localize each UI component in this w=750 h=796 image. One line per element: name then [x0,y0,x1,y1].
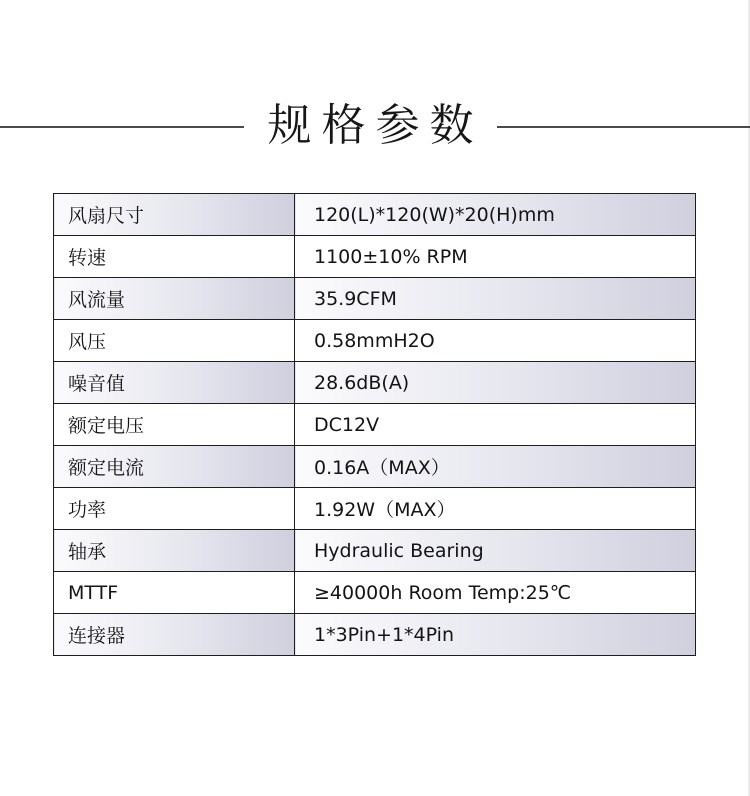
spec-label: 额定电压 [54,404,295,446]
page-title: 规格参数 [267,100,484,151]
spec-label: 风压 [54,320,295,362]
title-rule-right [497,126,750,128]
spec-label: 风流量 [54,278,295,320]
spec-value: 28.6dB(A) [295,362,696,404]
spec-value: 0.58mmH2O [295,320,696,362]
spec-label: 功率 [54,488,295,530]
spec-row-mttf [54,572,696,614]
spec-value: 1100±10% RPM [295,236,696,278]
spec-label: 风扇尺寸 [54,194,295,236]
spec-row-bearing [54,530,696,572]
spec-row-pressure [54,320,696,362]
spec-row-airflow [54,278,696,320]
spec-row-power [54,488,696,530]
spec-value: 120(L)*120(W)*20(H)mm [295,194,696,236]
spec-row-noise [54,362,696,404]
spec-row-rated-voltage [54,404,696,446]
spec-label: 额定电流 [54,446,295,488]
spec-label: 转速 [54,236,295,278]
spec-value: 0.16A（MAX） [295,446,696,488]
spec-label: 轴承 [54,530,295,572]
spec-row-connector [54,614,696,656]
spec-value: 1.92W（MAX） [295,488,696,530]
spec-label: 连接器 [54,614,295,656]
spec-value: Hydraulic Bearing [295,530,696,572]
spec-value: DC12V [295,404,696,446]
spec-row-speed [54,236,696,278]
spec-label: MTTF [54,572,295,614]
spec-row-rated-current [54,446,696,488]
spec-value: ≥40000h Room Temp:25℃ [295,572,696,614]
spec-table [53,193,696,656]
spec-value: 1*3Pin+1*4Pin [295,614,696,656]
title-section [0,94,750,158]
spec-label: 噪音值 [54,362,295,404]
spec-row-fan-size [54,194,696,236]
spec-value: 35.9CFM [295,278,696,320]
title-rule-left [0,126,244,128]
